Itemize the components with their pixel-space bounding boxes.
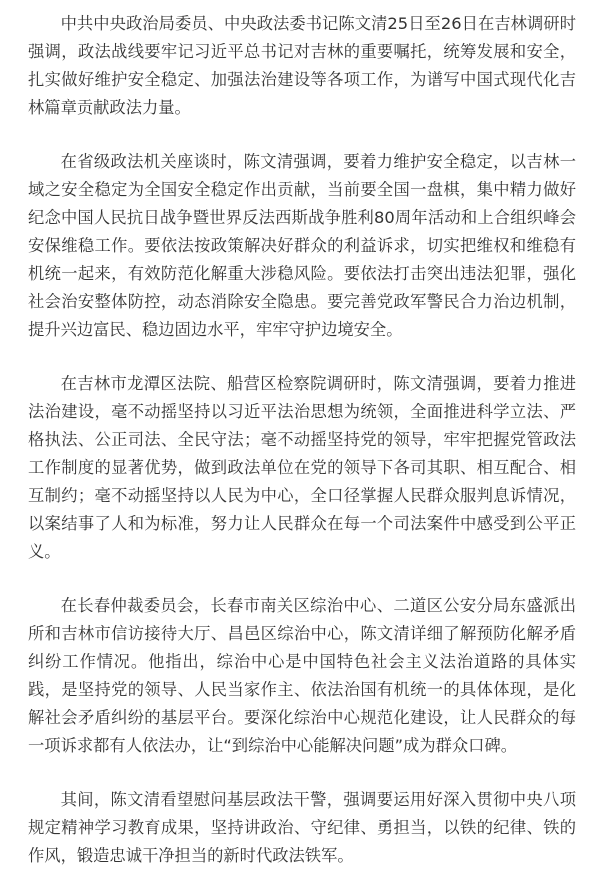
paragraph-1: 中共中央政治局委员、中央政法委书记陈文清25日至26日在吉林调研时强调，政法战线要牢记习近平总书记对吉林的重要嘱托，统筹发展和安全，扎实做好维护安全稳定、加强法治建设等各项工作，为谱写中国式现代化吉林篇章贡献政法力量。 xyxy=(28,14,576,117)
paragraph-4: 在长春仲裁委员会，长春市南关区综治中心、二道区公安分局东盛派出所和吉林市信访接待大厅、昌邑区综治中心，陈文清详细了解预防化解矛盾纠纷工作情况。他指出，综治中心是中国特色社会主义法治道路的具体实践，是坚持党的领导、人民当家作主、依法治国有机统一的具体体现，是化解社会矛盾纠纷的基层平台。要深化综治中心规范化建设，让人民群众的每一项诉求都有人依法办，让“到综治中心能解决问题”成为群众口碑。 xyxy=(28,596,576,755)
paragraph-3: 在吉林市龙潭区法院、船营区检察院调研时，陈文清强调，要着力推进法治建设，毫不动摇坚持以习近平法治思想为统领，全面推进科学立法、严格执法、公正司法、全民守法；毫不动摇坚持党的领导，牢牢把握党管政法工作制度的显著优势，做到政法单位在党的领导下各司其职、相互配合、相互制约；毫不动摇坚持以人民为中心，全口径掌握人民群众服判息诉情况，以案结事了人和为标准，努力让人民群众在每一个司法案件中感受到公平正义。 xyxy=(28,374,576,561)
paragraph-2: 在省级政法机关座谈时，陈文清强调，要着力维护安全稳定，以吉林一域之安全稳定为全国安全稳定作出贡献，当前要全国一盘棋，集中精力做好纪念中国人民抗日战争暨世界反法西斯战争胜利80周年活动和上合组织峰会安保维稳工作。要依法按政策解决好群众的利益诉求，切实把维权和维稳有机统一起来，有效防范化解重大涉稳风险。要依法打击突出违法犯罪，强化社会治安整体防控，动态消除安全隐患。要完善党政军警民合力治边机制，提升兴边富民、稳边固边水平，牢牢守护边境安全。 xyxy=(28,152,576,339)
paragraph-5: 其间，陈文清看望慰问基层政法干警，强调要运用好深入贯彻中央八项规定精神学习教育成果，坚持讲政治、守纪律、勇担当，以铁的纪律、铁的作风，锻造忠诚干净担当的新时代政法铁军。 xyxy=(28,790,576,865)
